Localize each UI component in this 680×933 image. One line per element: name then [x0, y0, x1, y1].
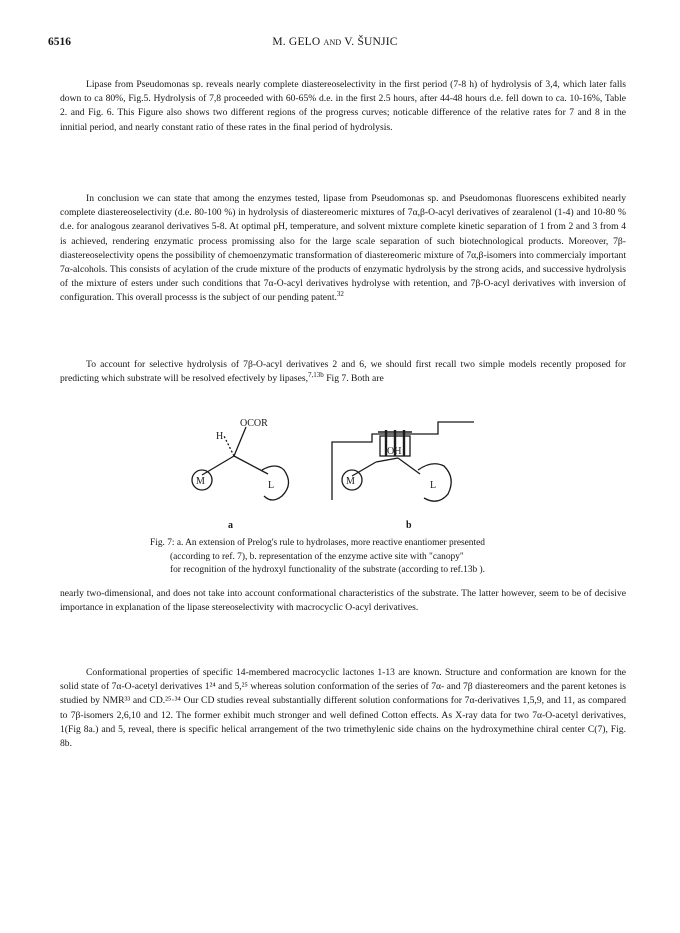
running-header	[48, 36, 622, 52]
panel-b-active-site-canopy	[332, 422, 474, 501]
paragraph-models-limits: nearly two-dimensional, and does not take into account conformational characteristics of the substrate. The latter however, seem to be of decisive importance in explanation of the lipase stereoselectivity with macrocyclic O-acyl derivatives.	[60, 588, 626, 614]
paragraph-conclusion: In conclusion we can state that among the enzymes tested, lipase from Pseudomonas sp. and Pseudomonas fluorescens exhibited nearly complete diastereoselectivity (d.e. 80-100 %) in hydrolysis of diastereomeric mixtures of 7α,β-O-acyl derivatives of zearalenol (1-4) and 10-80 % d.e. for analogous zearanol derivatives 5-8. At optimal pH, temperature, and solvent mixture complete kinetic separation of 1 from 2 and 3 from 4 is achieved, rendering enzymatic process promissing also for the large scale separation of such biotechnological products. Moreover, 7β-diastereoselectivity opens the possibility of chemoenzymatic transformation of diastereomeric mixture of 7α,β-isomers into commercialy important 7α-alcohols. This consists of acylation of the crude mixture of the products of enzymatic hydrolysis by the strong acids, and successive hydrolysis of the mixture of esters under such conditions that 7α-O-acyl derivatives hydrolyse with retention, and 7β-O-acyl derivatives with inversion of configuration. This overall processs is the subject of our pending patent.$^{32}$	[60, 193, 626, 304]
l-label-a: L	[268, 480, 275, 491]
caption-line-1: Fig. 7: a. An extension of Prelog's rule to hydrolases, more reactive enantiomer presented	[150, 538, 485, 548]
m-label-b: M	[346, 476, 355, 487]
running-authors: M. GELO and V. ŠUNJIC	[272, 36, 398, 48]
ocor-label: OCOR	[240, 418, 268, 429]
oh-label: OH	[387, 446, 402, 457]
figure-7-models	[180, 412, 500, 536]
caption-line-2: (according to ref. 7), b. representation of the enzyme active site with "canopy"	[170, 551, 464, 562]
panel-a-label: a	[228, 520, 233, 531]
paragraph-models-intro: To account for selective hydrolysis of 7β-O-acyl derivatives 2 and 6, we should first recall two simple models recently proposed for predicting which substrate will be resolved efectively by lipases,$^{7,13b}$ Fig 7. Both are	[60, 359, 626, 385]
panel-b-label: b	[406, 520, 412, 531]
paragraph-lipase-results: Lipase from Pseudomonas sp. reveals nearly complete diastereoselectivity in the first period (7-8 h) of hydrolysis of 3,4, which later falls down to ca 80%, Fig.5. Hydrolysis of 7,8 proceeded with 60-65% d.e. in the first 2.5 hours, after 44-48 hours d.e. fell down to ca. 10-16%, Table 2. and Fig. 6. This Figure also shows two different regions of the progress curves; noticable difference of the relative rates for 7 and 8 in the innitial period, and nearly constant ratio of these rates in the final period of hydrolysis.	[60, 79, 626, 133]
figure-7-caption	[150, 537, 630, 578]
paragraph-conformation: Conformational properties of specific 14-membered macrocyclic lactones 1-13 are known. Structure and conformation are known for the solid state of 7α-O-acetyl derivatives 1²⁴ and 5,²⁵ whereas solution conformation of the series of 7α- and 7β diastereomers and the parent ketones is studied by NMR³³ and CD.²⁵·³⁴ Our CD studies reveal substantially different solution conformations for 7α-derivatives 1,5,9, and 11, as compared to 7β-isomers 2,6,10 and 12. The former exhibit much stronger and well defined Cotton effects. As X-ray data for two 7α-O-acetyl derivatives, 1(Fig 8a.) and 5, reveal, there is specific helical arrangement of the two trimethylenic side chains on the hydroxymethine chiral center C(7), Fig. 8b.	[60, 667, 626, 750]
page-number: 6516	[48, 36, 71, 48]
l-label-b: L	[430, 480, 437, 491]
caption-line-3: for recognition of the hydroxyl functionality of the substrate (according to ref.13b ).	[170, 565, 486, 576]
m-label-a: M	[196, 476, 205, 487]
h-label: H	[216, 431, 224, 442]
